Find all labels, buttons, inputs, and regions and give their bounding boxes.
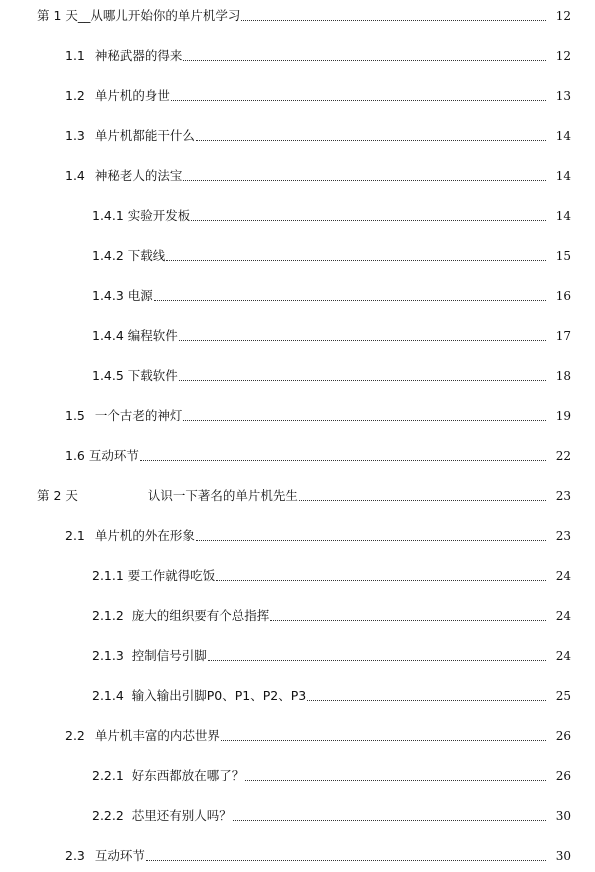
toc-dot-leader: [191, 219, 546, 221]
toc-entry-number: 1.4.1: [92, 208, 124, 223]
toc-entry-number: 1.4.2: [92, 248, 124, 263]
toc-dot-leader: [245, 779, 546, 781]
toc-dot-leader: [183, 179, 546, 181]
toc-entry-2-2[interactable]: [0, 724, 571, 744]
toc-entry-page: 14: [555, 129, 571, 143]
toc-entry-number: 1.5: [65, 408, 85, 423]
toc-entry-title: 互动环节: [88, 448, 139, 463]
toc-entry-title: 输入输出引脚P0、P1、P2、P3: [131, 688, 307, 703]
toc-entry-page: 30: [555, 809, 571, 823]
toc-entry-title: 从哪儿开始你的单片机学习: [90, 8, 241, 23]
toc-entry-title: 好东西都放在哪了？: [131, 768, 245, 783]
toc-entry-title: 电源: [127, 288, 153, 303]
toc-dot-leader: [221, 739, 546, 741]
toc-entry-day-1[interactable]: [0, 4, 571, 24]
toc-entry-2-2-1[interactable]: [0, 764, 571, 784]
toc-entry-1-4[interactable]: [0, 164, 571, 184]
toc-entry-number: 1.2: [65, 88, 85, 103]
toc-entry-number: 2.3: [65, 848, 85, 863]
toc-dot-leader: [146, 859, 546, 861]
toc-dot-leader: [183, 419, 546, 421]
toc-entry-title: 单片机的身世: [94, 88, 170, 103]
toc-entry-title: 下载线: [127, 248, 166, 263]
toc-entry-page: 24: [555, 569, 571, 583]
toc-entry-number: 2.2: [65, 728, 85, 743]
toc-dot-leader: [307, 699, 546, 701]
toc-entry-number: 2.1: [65, 528, 85, 543]
toc-entry-page: 24: [555, 649, 571, 663]
toc-entry-page: 15: [555, 249, 571, 263]
toc-entry-number: 第 2 天: [37, 488, 78, 503]
toc-entry-number: 1.6: [65, 448, 85, 463]
toc-entry-2-1-2[interactable]: [0, 604, 571, 624]
toc-entry-number: 1.4.5: [92, 368, 124, 383]
toc-entry-title: 庞大的组织要有个总指挥: [131, 608, 270, 623]
toc-dot-leader: [196, 539, 546, 541]
toc-dot-leader: [171, 99, 546, 101]
toc-entry-page: 12: [555, 9, 571, 23]
toc-entry-1-4-1[interactable]: [0, 204, 571, 224]
toc-entry-number: 1.4.4: [92, 328, 124, 343]
toc-entry-number: 2.2.2: [92, 808, 124, 823]
toc-entry-title: 实验开发板: [127, 208, 191, 223]
toc-dot-leader: [179, 339, 546, 341]
toc-entry-page: 23: [555, 529, 571, 543]
toc-dot-leader: [140, 459, 546, 461]
toc-dot-leader: [241, 19, 546, 21]
toc-entry-page: 18: [555, 369, 571, 383]
toc-dot-leader: [154, 299, 546, 301]
toc-entry-day-2[interactable]: [0, 484, 571, 504]
toc-entry-title: 芯里还有别人吗？: [131, 808, 232, 823]
toc-dot-leader: [196, 139, 546, 141]
toc-entry-2-1-3[interactable]: [0, 644, 571, 664]
toc-entry-page: 22: [555, 449, 571, 463]
toc-entry-title: 单片机都能干什么: [94, 128, 195, 143]
toc-entry-number: 2.1.4: [92, 688, 124, 703]
toc-entry-page: 13: [555, 89, 571, 103]
toc-entry-page: 30: [555, 849, 571, 863]
toc-dot-leader: [233, 819, 546, 821]
toc-entry-page: 14: [555, 209, 571, 223]
toc-entry-2-1[interactable]: [0, 524, 571, 544]
toc-entry-2-1-4[interactable]: [0, 684, 571, 704]
toc-dot-leader: [208, 659, 546, 661]
toc-dot-leader: [179, 379, 546, 381]
toc-entry-title: 单片机的外在形象: [94, 528, 195, 543]
toc-entry-number: 1.4: [65, 168, 85, 183]
toc-entry-number: 2.1.3: [92, 648, 124, 663]
toc-entry-title: 神秘武器的得来: [94, 48, 183, 63]
toc-entry-page: 23: [555, 489, 571, 503]
toc-entry-number: 1.4.3: [92, 288, 124, 303]
toc-entry-page: 19: [555, 409, 571, 423]
toc-entry-title: 编程软件: [127, 328, 178, 343]
toc-dot-leader: [299, 499, 546, 501]
toc-entry-page: 14: [555, 169, 571, 183]
toc-entry-page: 24: [555, 609, 571, 623]
toc-entry-2-3[interactable]: [0, 844, 571, 864]
toc-entry-number: 第 1 天: [37, 8, 78, 23]
toc-entry-separator: __: [77, 8, 91, 23]
toc-dot-leader: [216, 579, 546, 581]
toc-dot-leader: [166, 259, 546, 261]
toc-entry-title: 一个古老的神灯: [94, 408, 183, 423]
toc-entry-number: 1.3: [65, 128, 85, 143]
toc-dot-leader: [270, 619, 546, 621]
toc-entry-1-2[interactable]: [0, 84, 571, 104]
toc-entry-page: 26: [555, 769, 571, 783]
toc-entry-number: 2.1.2: [92, 608, 124, 623]
toc-entry-2-2-2[interactable]: [0, 804, 571, 824]
toc-entry-page: 17: [555, 329, 571, 343]
toc-entry-number: 1.1: [65, 48, 85, 63]
toc-entry-title: 神秘老人的法宝: [94, 168, 183, 183]
toc-entry-1-3[interactable]: [0, 124, 571, 144]
toc-entry-1-4-3[interactable]: [0, 284, 571, 304]
toc-entry-page: 12: [555, 49, 571, 63]
toc-dot-leader: [183, 59, 546, 61]
toc-entry-title: 控制信号引脚: [131, 648, 207, 663]
toc-entry-title: 下载软件: [127, 368, 178, 383]
toc-entry-1-4-2[interactable]: [0, 244, 571, 264]
toc-entry-1-5[interactable]: [0, 404, 571, 424]
toc-entry-page: 25: [555, 689, 571, 703]
toc-entry-title: 要工作就得吃饭: [127, 568, 216, 583]
toc-entry-page: 26: [555, 729, 571, 743]
toc-entry-number: 2.2.1: [92, 768, 124, 783]
toc-entry-number: 2.1.1: [92, 568, 124, 583]
toc-entry-1-4-5[interactable]: [0, 364, 571, 384]
toc-entry-title: 单片机丰富的内芯世界: [94, 728, 220, 743]
toc-entry-title: 互动环节: [94, 848, 145, 863]
toc-entry-1-6[interactable]: [0, 444, 571, 464]
toc-entry-1-4-4[interactable]: [0, 324, 571, 344]
toc-entry-2-1-1[interactable]: [0, 564, 571, 584]
toc-entry-title: 认识一下著名的单片机先生: [147, 488, 298, 503]
toc-entry-page: 16: [555, 289, 571, 303]
toc-entry-1-1[interactable]: [0, 44, 571, 64]
